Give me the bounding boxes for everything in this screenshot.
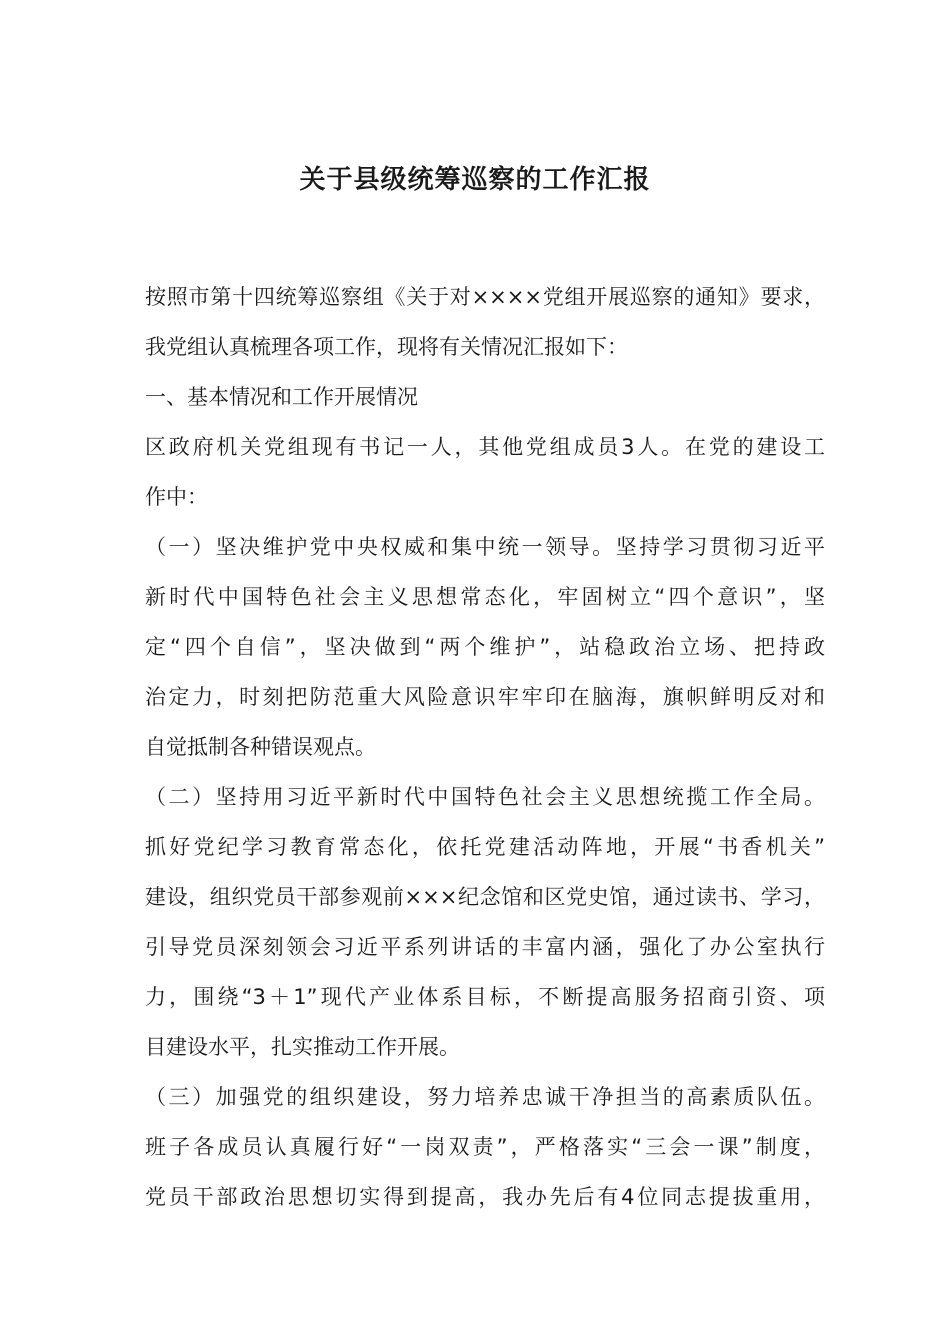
- body-line: 建设，组织党员干部参观前×××纪念馆和区党史馆，通过读书、学习，: [145, 885, 825, 909]
- body-line: 按照市第十四统筹巡察组《关于对××××党组开展巡察的通知》要求，: [145, 285, 825, 309]
- document-title: 关于县级统筹巡察的工作汇报: [299, 165, 651, 195]
- body-line: 目建设水平，扎实推动工作开展。: [145, 1035, 460, 1059]
- body-line: （三）加强党的组织建设，努力培养忠诚干净担当的高素质队伍。: [145, 1085, 825, 1109]
- body-line: 自觉抵制各种错误观点。: [145, 735, 376, 759]
- body-line: 力，围绕“3＋1”现代产业体系目标，不断提高服务招商引资、项: [145, 985, 825, 1009]
- body-line: 定“四个自信”，坚决做到“两个维护”，站稳政治立场、把持政: [145, 635, 825, 659]
- body-line: 我党组认真梳理各项工作，现将有关情况汇报如下：: [145, 335, 628, 359]
- body-line: （二）坚持用习近平新时代中国特色社会主义思想统揽工作全局。: [145, 785, 825, 809]
- body-line: 引导党员深刻领会习近平系列讲话的丰富内涵，强化了办公室执行: [145, 935, 825, 959]
- body-line: 作中：: [145, 485, 208, 509]
- body-line: 区政府机关党组现有书记一人，其他党组成员3人。在党的建设工: [145, 435, 825, 459]
- body-line: 治定力，时刻把防范重大风险意识牢牢印在脑海，旗帜鲜明反对和: [145, 685, 825, 709]
- body-line: 抓好党纪学习教育常态化，依托党建活动阵地，开展“书香机关”: [145, 835, 825, 859]
- body-line: 党员干部政治思想切实得到提高，我办先后有4位同志提拔重用，: [145, 1185, 825, 1209]
- body-line: 班子各成员认真履行好“一岗双责”，严格落实“三会一课”制度，: [145, 1135, 825, 1159]
- body-line: 新时代中国特色社会主义思想常态化，牢固树立“四个意识”，坚: [145, 585, 825, 609]
- body-line: （一）坚决维护党中央权威和集中统一领导。坚持学习贯彻习近平: [145, 535, 825, 559]
- section-heading: 一、基本情况和工作开展情况: [145, 385, 418, 409]
